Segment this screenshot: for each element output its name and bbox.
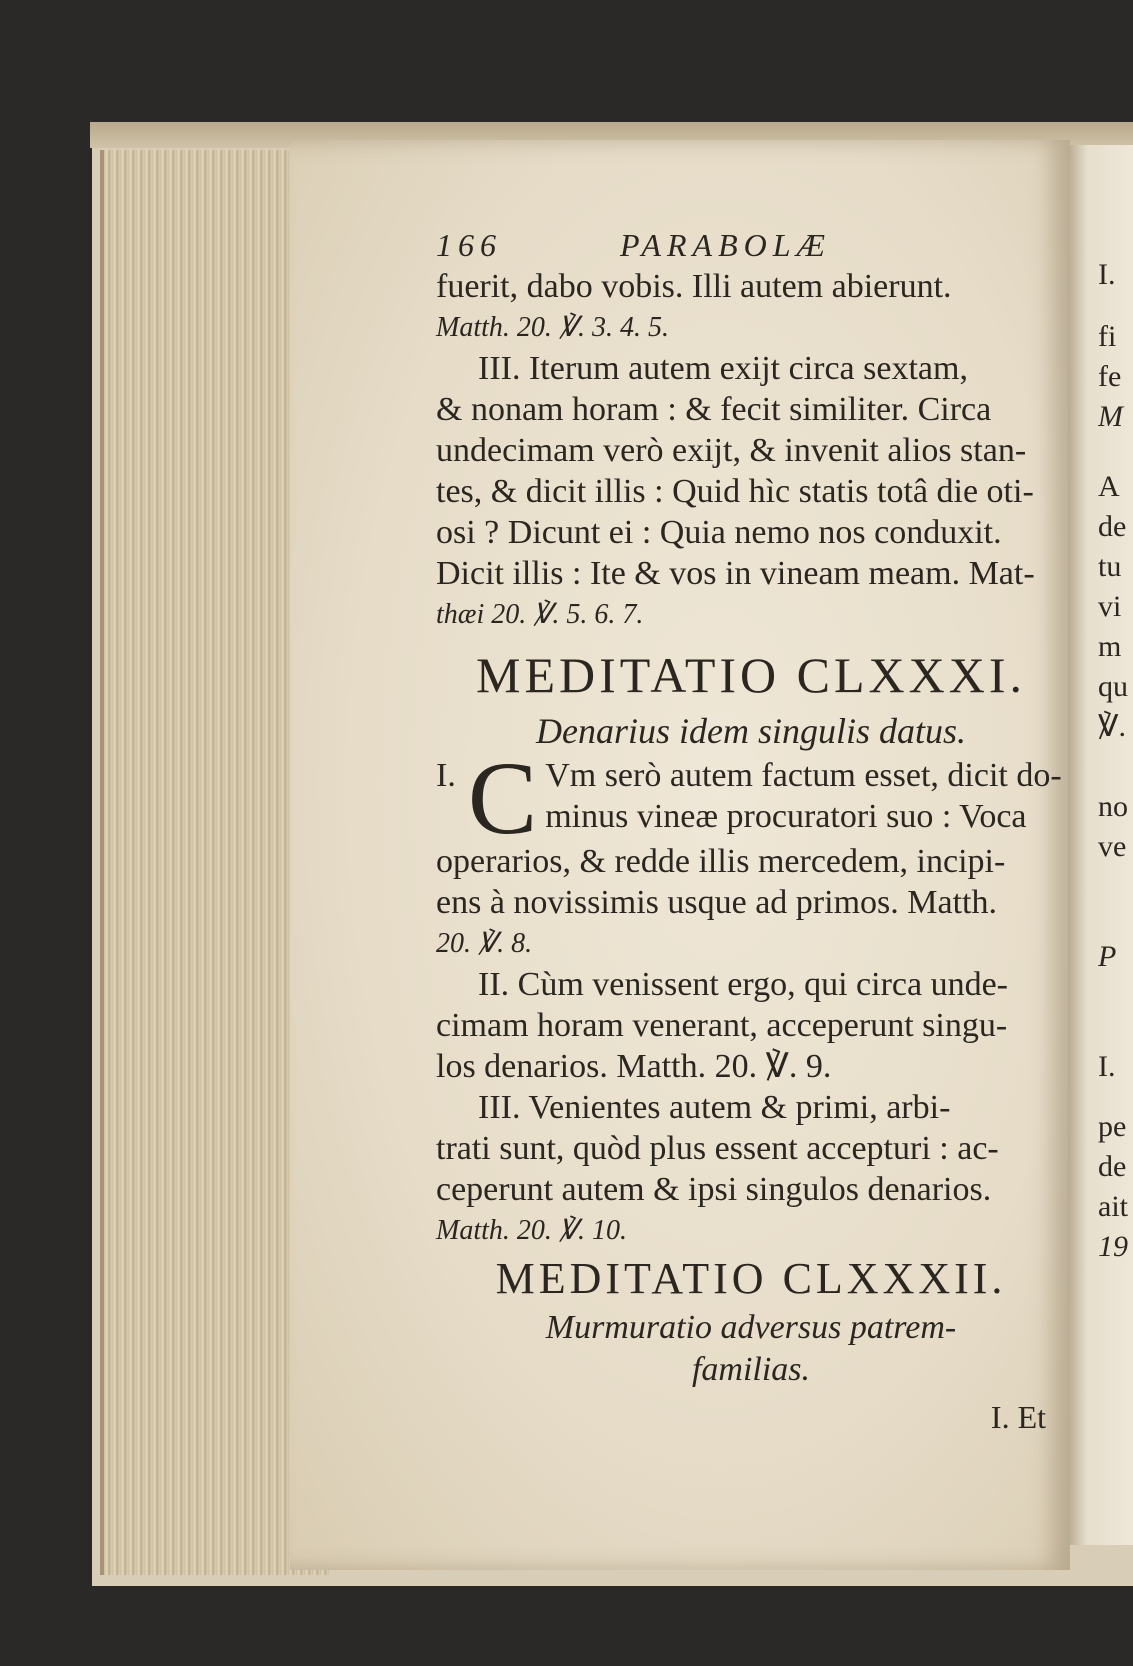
facing-page-text [1098,255,1133,1267]
drop-cap: C [467,755,538,841]
text-line: undecimam verò exijt, & invenit alios stan- [436,432,1027,469]
text-line: II. Cùm venissent ergo, qui circa unde- [478,966,1009,1003]
fragment: I. [1098,258,1116,291]
running-header [436,225,1066,266]
fragment: de [1098,1150,1127,1183]
fragment: no [1098,790,1128,823]
fragment: pe [1098,1110,1127,1143]
page-number: 166 [436,227,502,263]
meditation-subtitle: Denarius idem singulis datus. [535,711,966,751]
text-line: minus vineæ procuratori suo : Voca [545,798,1027,835]
text-line: fuerit, dabo vobis. Illi autem abierunt. [436,268,952,305]
scripture-reference: Matth. 20. ℣. 10. [436,1215,628,1246]
fragment: vi [1098,590,1122,623]
fragment: qu [1098,670,1128,703]
section-with-drop-cap [436,755,1066,841]
text-line: tes, & dicit illis : Quid hìc statis totâ die oti- [436,473,1034,510]
text-line: III. Iterum autem exijt circa sextam, [478,350,968,387]
section-numeral: I. [436,757,456,794]
fragment: ve [1098,830,1127,863]
text-line: operarios, & redde illis mercedem, incipi- [436,843,1006,880]
scripture-reference: Matth. 20. ℣. 3. 4. 5. [436,312,670,343]
fragment: A [1098,470,1120,503]
fragment: m [1098,630,1122,663]
meditation-subtitle: familias. [691,1351,811,1388]
text-line: ens à novissimis usque ad primos. Matth. [436,884,997,921]
fragment: I. [1098,1050,1116,1083]
text-line: Vm serò autem factum esset, dicit do- [545,757,1062,794]
meditation-heading: MEDITATIO CLXXXI. [475,647,1027,703]
text-line: osi ? Dicunt ei : Quia nemo nos conduxit. [436,514,1002,551]
fragment: P [1098,940,1117,973]
scripture-reference: 20. ℣. 8. [436,928,533,959]
catchword: I. Et [990,1399,1046,1435]
fragment: tu [1098,550,1122,583]
fragment: M [1098,400,1123,433]
fragment: ℣. [1098,710,1127,743]
running-head-title: PARABOLÆ [620,227,831,263]
text-line: ceperunt autem & ipsi singulos denarios. [436,1171,992,1208]
meditation-heading: MEDITATIO CLXXXII. [495,1254,1007,1303]
fragment: 19 [1098,1230,1128,1263]
fragment: fi [1098,320,1117,353]
text-line: & nonam horam : & fecit similiter. Circa [436,391,992,428]
fragment: ait [1098,1190,1128,1223]
text-line: los denarios. Matth. 20. ℣. 9. [436,1048,832,1085]
page-text [436,225,1066,1436]
fragment: de [1098,510,1127,543]
scripture-reference: thæi 20. ℣. 5. 6. 7. [436,599,644,630]
text-line: trati sunt, quòd plus essent accepturi : ac- [436,1130,999,1167]
fragment: fe [1098,360,1122,393]
text-line: III. Venientes autem & primi, arbi- [478,1089,951,1126]
meditation-subtitle: Murmuratio adversus patrem- [545,1309,957,1346]
text-line: cimam horam venerant, acceperunt singu- [436,1007,1008,1044]
text-line: Dicit illis : Ite & vos in vineam meam. Mat- [436,555,1035,592]
